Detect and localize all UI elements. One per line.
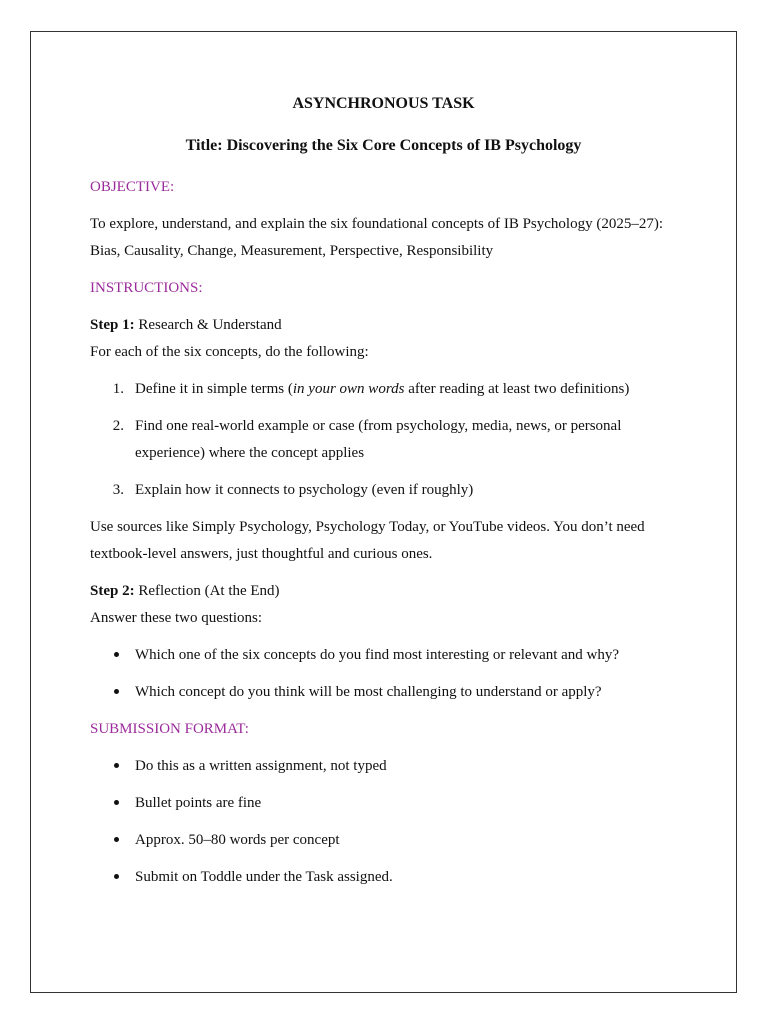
bullet-icon bbox=[114, 689, 119, 694]
bullet-icon bbox=[114, 837, 119, 842]
list-item: Find one real-world example or case (from psychology, media, news, or personal bbox=[135, 418, 622, 434]
list-number: 1. bbox=[112, 381, 124, 397]
list-item: Which one of the six concepts do you find most interesting or relevant and why? bbox=[135, 647, 620, 663]
list-item: Approx. 50–80 words per concept bbox=[135, 832, 340, 848]
step-1-label: Step 1: bbox=[90, 317, 135, 333]
list-item: Do this as a written assignment, not typed bbox=[135, 758, 387, 774]
list-number: 2. bbox=[112, 418, 124, 434]
document-page bbox=[30, 31, 737, 993]
list-item: Bullet points are fine bbox=[135, 795, 262, 811]
bullet-icon bbox=[114, 874, 119, 879]
step-1-heading bbox=[90, 316, 282, 334]
document-heading: ASYNCHRONOUS TASK bbox=[292, 95, 475, 112]
objective-text-line-1: To explore, understand, and explain the six foundational concepts of IB Psychology (2025–27): bbox=[90, 216, 663, 232]
sources-note-line-1: Use sources like Simply Psychology, Psychology Today, or YouTube videos. You don’t need bbox=[90, 519, 645, 535]
list-number: 3. bbox=[112, 482, 124, 498]
bullet-icon bbox=[114, 763, 119, 768]
list-item bbox=[135, 380, 629, 398]
step-1-title: Research & Understand bbox=[134, 317, 282, 333]
step-2-label: Step 2: bbox=[90, 583, 135, 599]
list-item: Which concept do you think will be most challenging to understand or apply? bbox=[135, 684, 602, 700]
list-item-continuation: experience) where the concept applies bbox=[135, 445, 365, 461]
list-item: Explain how it connects to psychology (even if roughly) bbox=[135, 482, 474, 498]
step-2-heading bbox=[90, 582, 280, 600]
step-2-intro: Answer these two questions: bbox=[90, 610, 263, 626]
submission-heading: SUBMISSION FORMAT: bbox=[90, 721, 249, 737]
list-item-text: after reading at least two definitions) bbox=[404, 381, 630, 397]
objective-text-line-2: Bias, Causality, Change, Measurement, Perspective, Responsibility bbox=[90, 243, 494, 259]
list-item: Submit on Toddle under the Task assigned. bbox=[135, 869, 393, 885]
objective-heading: OBJECTIVE: bbox=[90, 179, 175, 195]
sources-note-line-2: textbook-level answers, just thoughtful and curious ones. bbox=[90, 546, 433, 562]
step-1-intro: For each of the six concepts, do the following: bbox=[90, 344, 369, 360]
bullet-icon bbox=[114, 800, 119, 805]
list-item-text: Define it in simple terms ( bbox=[135, 381, 293, 397]
step-2-title: Reflection (At the End) bbox=[134, 583, 280, 599]
instructions-heading: INSTRUCTIONS: bbox=[90, 280, 203, 296]
bullet-icon bbox=[114, 652, 119, 657]
document-title: Title: Discovering the Six Core Concepts of IB Psychology bbox=[185, 137, 582, 154]
list-item-emphasis: in your own words bbox=[292, 381, 405, 397]
